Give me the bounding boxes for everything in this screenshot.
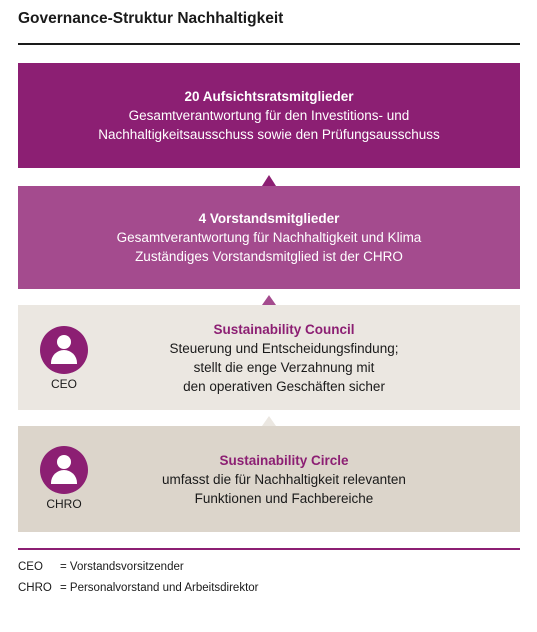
box-line: umfasst die für Nachhaltigkeit relevanten bbox=[162, 471, 406, 487]
box-heading: Sustainability Circle bbox=[219, 452, 349, 468]
box-line: Gesamtverantwortung für den Investitions- und bbox=[128, 108, 410, 123]
box-line: Steuerung und Entscheidungsfindung; bbox=[169, 340, 399, 356]
person-icon bbox=[40, 326, 88, 374]
box-line: Gesamtverantwortung für Nachhaltigkeit und Klima bbox=[116, 230, 422, 245]
box-heading: 4 Vorstandsmitglieder bbox=[198, 211, 340, 226]
box-line: Funktionen und Fachbereiche bbox=[194, 490, 374, 506]
legend-item bbox=[18, 561, 184, 573]
sustainability-council-box bbox=[18, 305, 520, 410]
box-line: den operativen Geschäften sicher bbox=[183, 378, 385, 394]
box-line: Zuständiges Vorstandsmitglied ist der CHRO bbox=[135, 249, 403, 264]
box-heading: Sustainability Council bbox=[213, 321, 355, 337]
page-title: Governance-Struktur Nachhaltigkeit bbox=[18, 10, 284, 27]
role-label-ceo: CEO bbox=[50, 377, 77, 391]
box-line: Nachhaltigkeitsausschuss sowie den Prüfungsausschuss bbox=[98, 127, 440, 142]
supervisory-board-box bbox=[18, 63, 520, 168]
box-line: stellt die enge Verzahnung mit bbox=[193, 359, 375, 375]
legend-abbr: CEO bbox=[18, 561, 43, 573]
hierarchy-arrow bbox=[262, 175, 276, 186]
role-label-chro: CHRO bbox=[46, 497, 82, 511]
legend-text: = Vorstandsvorsitzender bbox=[60, 561, 184, 573]
legend-abbr: CHRO bbox=[18, 582, 52, 594]
person-icon bbox=[40, 446, 88, 494]
legend-text: = Personalvorstand und Arbeitsdirektor bbox=[60, 582, 259, 594]
sustainability-circle-box bbox=[18, 426, 520, 532]
hierarchy-arrow bbox=[262, 416, 276, 426]
legend-divider bbox=[18, 548, 520, 550]
legend-item bbox=[18, 582, 259, 594]
executive-board-box bbox=[18, 186, 520, 289]
hierarchy-arrow bbox=[262, 295, 276, 305]
title-divider bbox=[18, 43, 520, 45]
box-heading: 20 Aufsichtsratsmitglieder bbox=[184, 89, 354, 104]
